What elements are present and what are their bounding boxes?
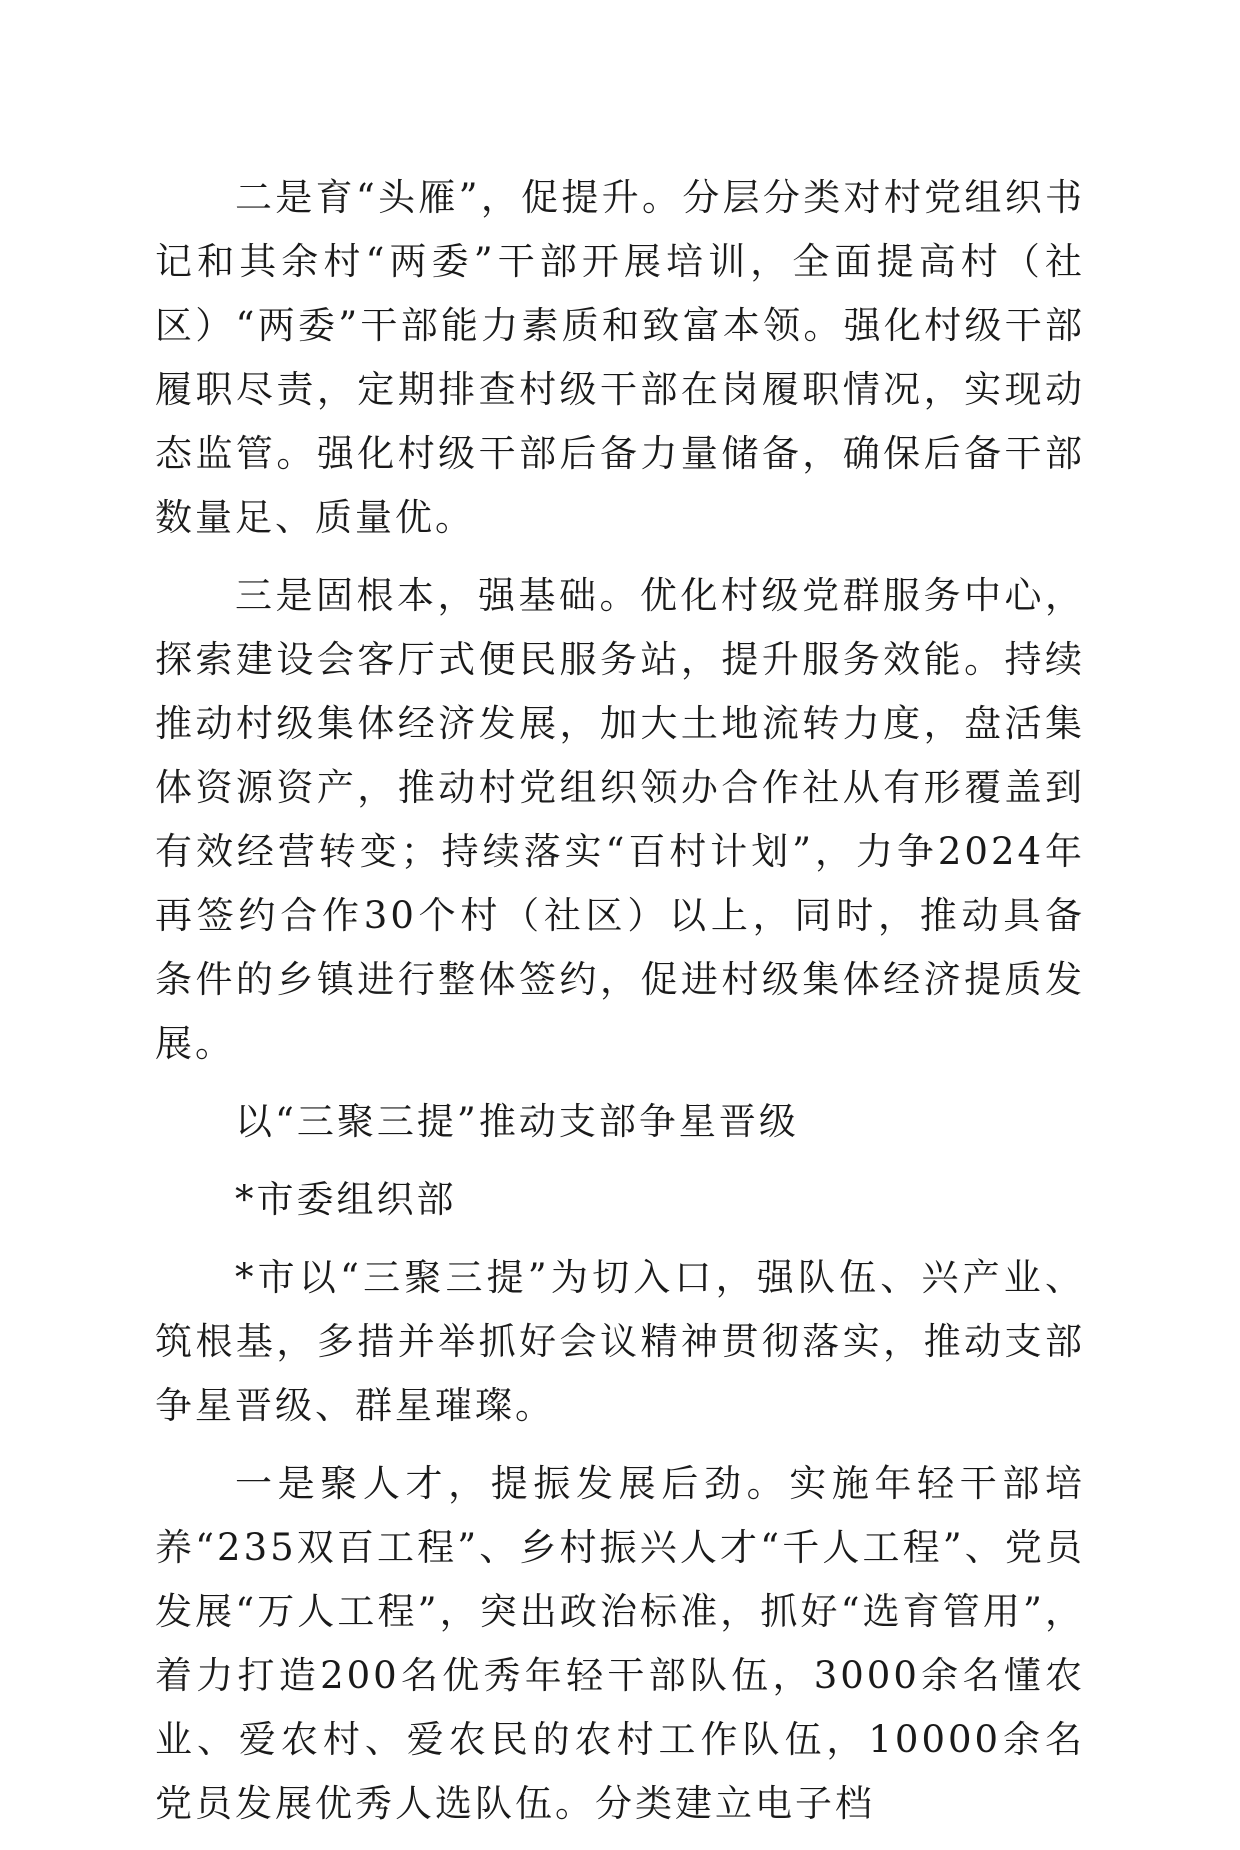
article-organization: *市委组织部 bbox=[235, 1178, 457, 1221]
paragraph-gather-talent: 一是聚人才，提振发展后劲。实施年轻干部培养“235双百工程”、乡村振兴人才“千人工程”、党员发展“万人工程”，突出政治标准，抓好“选育管用”，着力打造200名优秀年轻干部队伍，3000余名懂农业、爱农村、爱农民的农村工作队伍，10000余名党员发展优秀人选队伍。分类建立电子档 bbox=[155, 1462, 1085, 1825]
paragraph-cultivate-leaders: 二是育“头雁”，促提升。分层分类对村党组织书记和其余村“两委”干部开展培训，全面提高村（社区）“两委”干部能力素质和致富本领。强化村级干部履职尽责，定期排查村级干部在岗履职情况，实现动态监管。强化村级干部后备力量储备，确保后备干部数量足、质量优。 bbox=[155, 176, 1085, 539]
paragraph-article-intro: *市以“三聚三提”为切入口，强队伍、兴产业、筑根基，多措并举抓好会议精神贯彻落实，推动支部争星晋级、群星璀璨。 bbox=[155, 1256, 1085, 1427]
document-body bbox=[155, 166, 1085, 1850]
paragraph-strengthen-foundation: 三是固根本，强基础。优化村级党群服务中心，探索建设会客厅式便民服务站，提升服务效能。持续推动村级集体经济发展，加大土地流转力度，盘活集体资源资产，推动村党组织领办合作社从有形覆盖到有效经营转变；持续落实“百村计划”，力争2024年再签约合作30个村（社区）以上，同时，推动具备条件的乡镇进行整体签约，促进村级集体经济提质发展。 bbox=[155, 574, 1085, 1065]
article-title: 以“三聚三提”推动支部争星晋级 bbox=[235, 1100, 799, 1143]
